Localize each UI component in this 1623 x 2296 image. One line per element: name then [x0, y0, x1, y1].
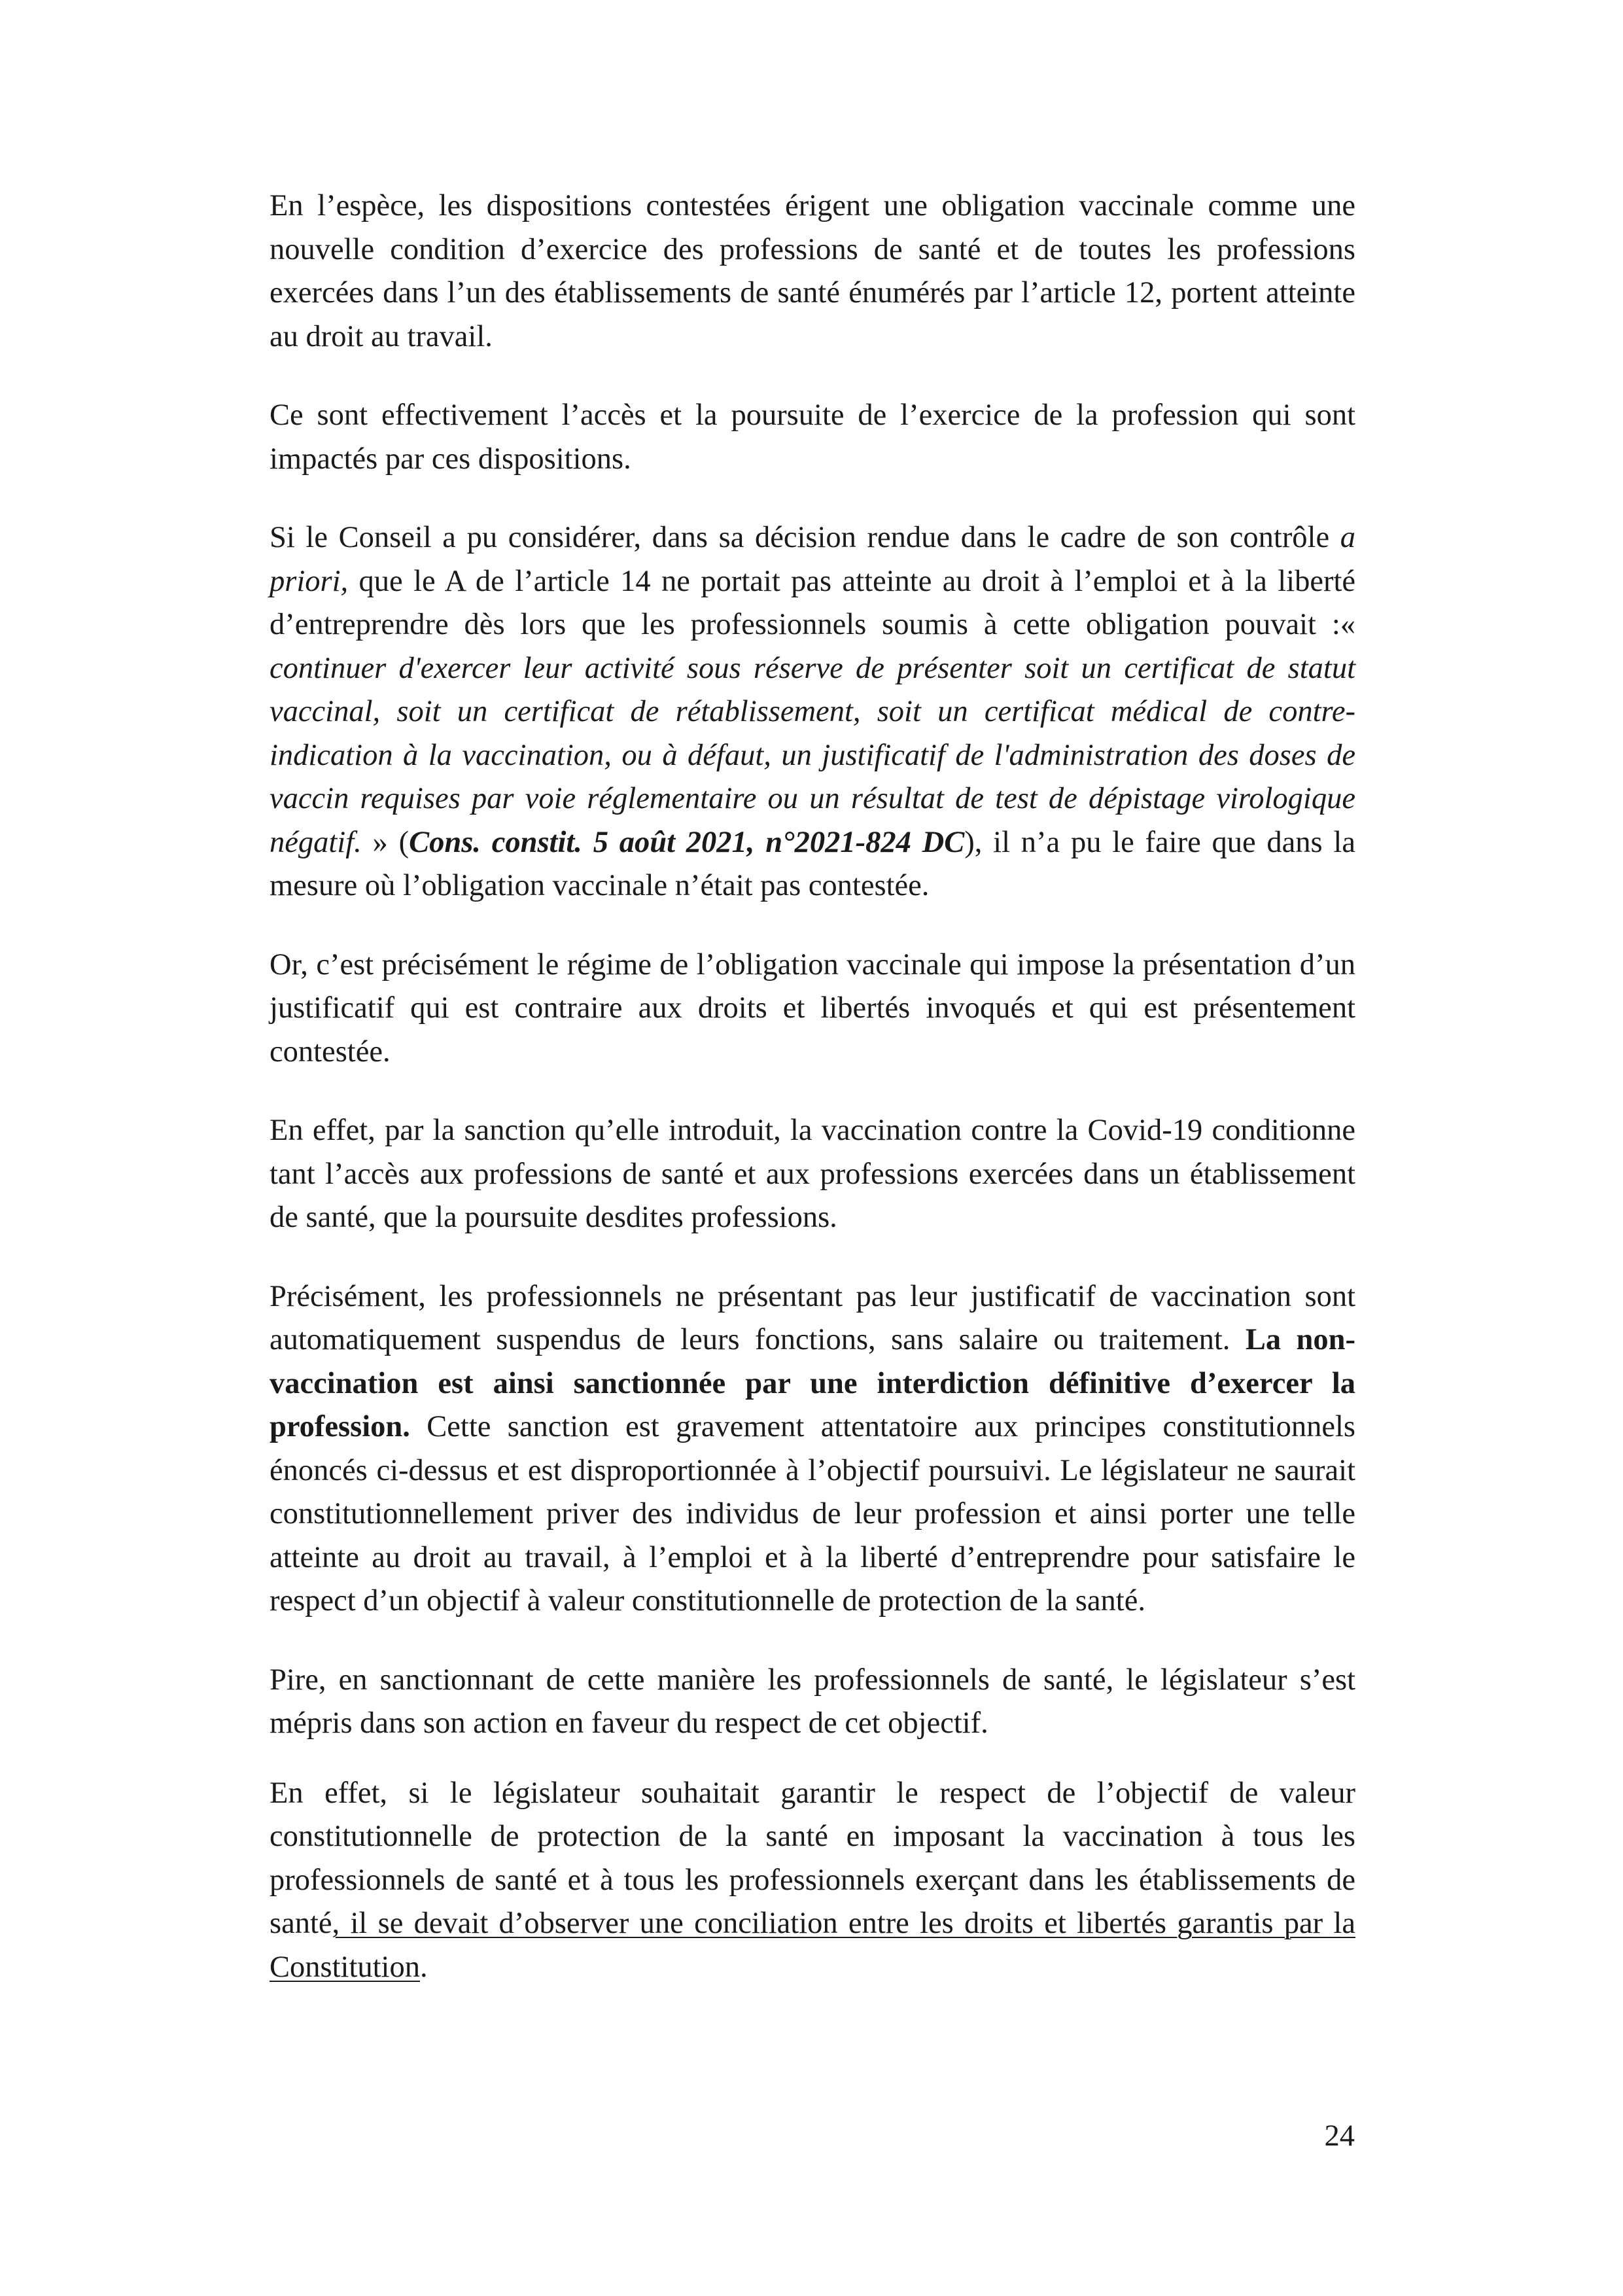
text-segment: que le A de l’article 14 ne portait pas atteinte au droit à l’emploi et à la liberté d’entreprendre dès lors que les professionnels soumis à cette obligation pouvait :«: [270, 564, 1355, 641]
italic-segment: a priori,: [270, 521, 1355, 598]
text-segment: Or, c’est précisément le régime de l’obligation vaccinale qui impose la présentation d’un justificatif qui est contraire aux droits et libertés invoqués et qui est présentement contestée.: [270, 947, 1355, 1069]
paragraph-1: [270, 185, 1355, 359]
text-segment: Si le Conseil a pu considérer, dans sa décision rendue dans le cadre de son contrôle: [270, 521, 1340, 554]
text-segment: En effet, par la sanction qu’elle introduit, la vaccination contre la Covid-19 conditionne tant l’accès aux professions de santé et aux professions exercées dans un établissement de santé, que la poursuite desdites professions.: [270, 1114, 1355, 1234]
paragraph-5: [270, 1109, 1355, 1240]
text-segment: Précisément, les professionnels ne présentant pas leur justificatif de vaccination sont automatiquement suspendus de leurs fonctions, sans salaire ou traitement.: [270, 1279, 1355, 1356]
text-segment: En l’espèce, les dispositions contestées érigent une obligation vaccinale comme une nouvelle condition d’exercice des professions de santé et de toutes les professions exercées dans l’un des établissements de santé énumérés par l’article 12, portent atteinte au droit au travail.: [270, 189, 1355, 353]
page-number: 24: [1324, 2119, 1355, 2153]
text-segment: » (: [361, 825, 410, 859]
text-segment: Pire, en sanctionnant de cette manière les professionnels de santé, le législateur s’est mépris dans son action en faveur du respect de cet objectif.: [270, 1663, 1355, 1740]
citation: Cons. constit. 5 août 2021, n°2021-824 DC: [409, 825, 965, 859]
bold-segment: La non-vaccination est ainsi sanctionnée par une interdiction définitive d’exercer la profession.: [270, 1323, 1355, 1443]
paragraph-6: [270, 1275, 1355, 1623]
paragraph-8: [270, 1772, 1355, 1990]
paragraph-3: [270, 516, 1355, 908]
paragraph-7: [270, 1659, 1355, 1746]
text-segment: .: [419, 1950, 428, 1984]
italic-quote: continuer d'exercer leur activité sous réserve de présenter soit un certificat de statut vaccinal, soit un certificat de rétablissement, soit un certificat médical de contre-indication à la vaccination, ou à défaut, un justificatif de l'administration des doses de vaccin requises par voie réglementaire ou un résultat de test de dépistage virologique négatif.: [270, 651, 1355, 859]
text-segment: ), il n’a pu le faire que dans la mesure où l’obligation vaccinale n’était pas contestée.: [270, 825, 1355, 902]
text-segment: Cette sanction est gravement attentatoire aux principes constitutionnels énoncés ci-dessus et est disproportionnée à l’objectif poursuivi. Le législateur ne saurait constitutionnellement priver des individus de leur profession et ainsi porter une telle atteinte au droit au travail, à l’emploi et à la liberté d’entreprendre pour satisfaire le respect d’un objectif à valeur constitutionnelle de protection de la santé.: [270, 1410, 1355, 1617]
text-segment: En effet, si le législateur souhaitait garantir le respect de l’objectif de valeur constitutionnelle de protection de la santé en imposant la vaccination à tous les professionnels de santé et à tous les professionnels exerçant dans les établissements de santé: [270, 1776, 1355, 1940]
paragraph-2: [270, 394, 1355, 481]
text-segment: Ce sont effectivement l’accès et la poursuite de l’exercice de la profession qui sont impactés par ces dispositions.: [270, 398, 1355, 476]
paragraph-4: [270, 944, 1355, 1074]
document-page: [270, 185, 1355, 2024]
underlined-segment: , il se devait d’observer une conciliation entre les droits et libertés garantis par la Constitution: [270, 1907, 1355, 1984]
